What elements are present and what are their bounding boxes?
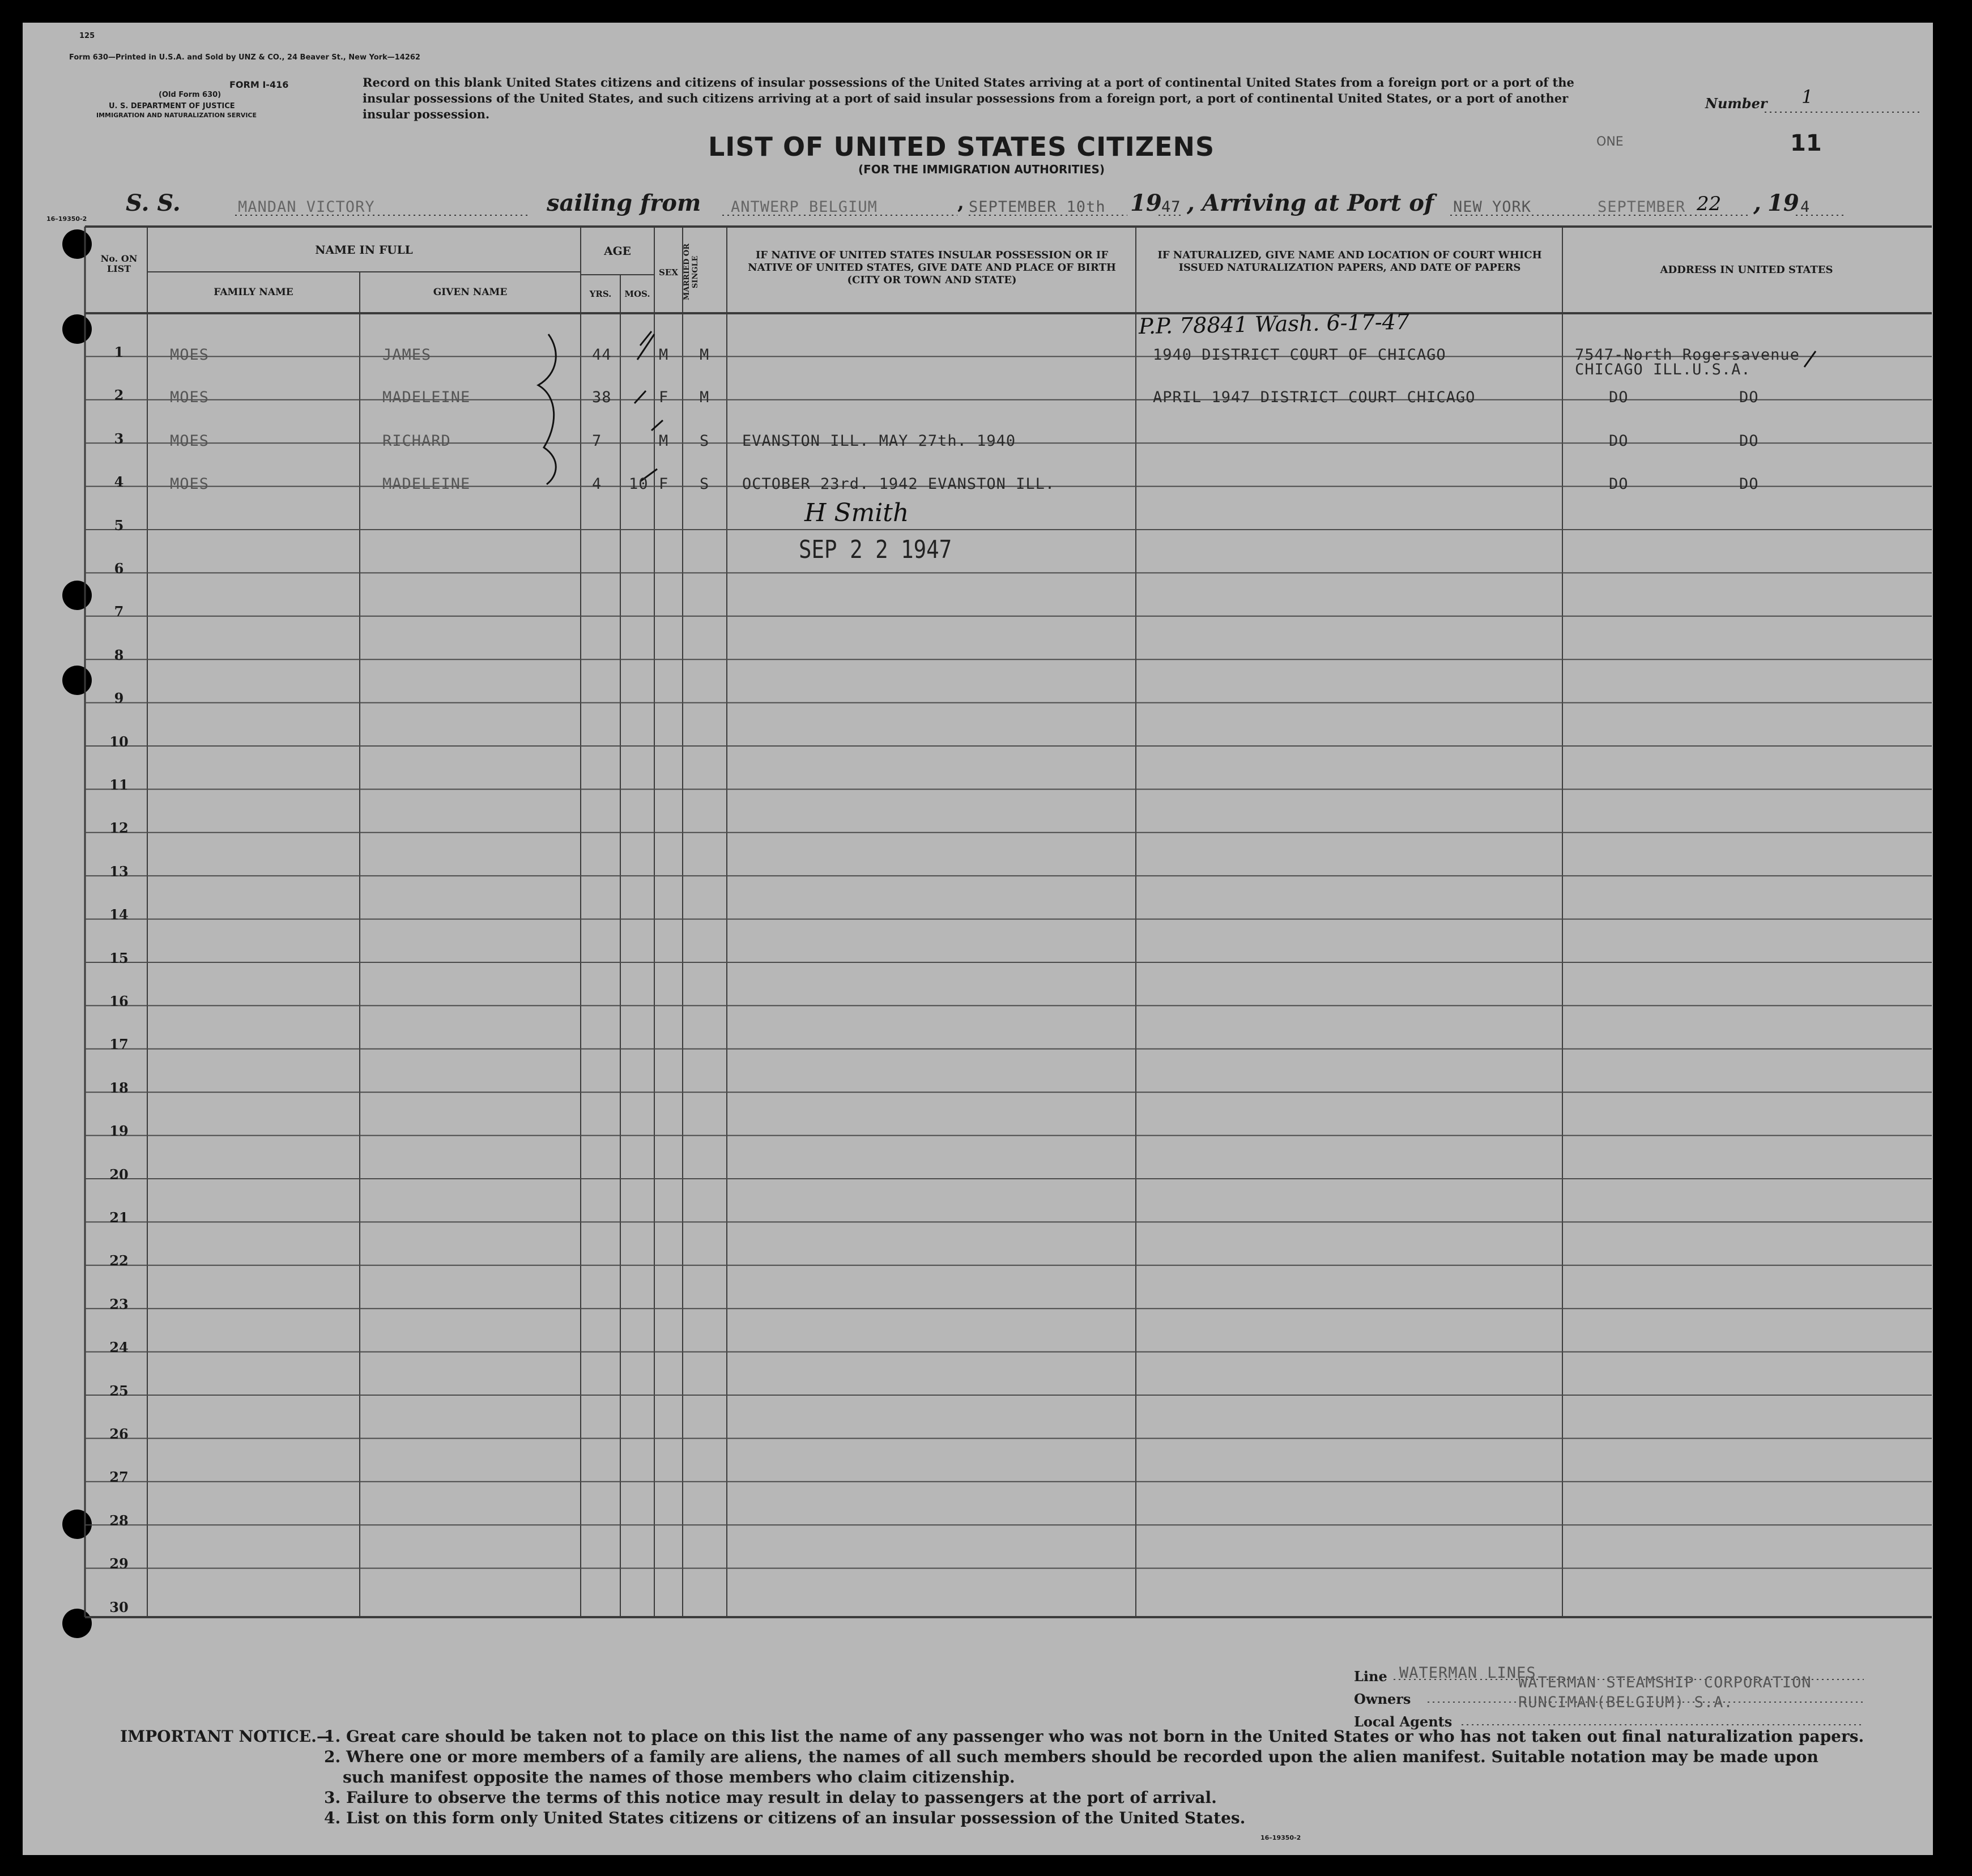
row-number: 15 xyxy=(109,949,129,966)
arrival-year: 4 xyxy=(1800,198,1811,216)
address-line-2: DO xyxy=(1739,432,1759,450)
header-married-single: MARRIED OR SINGLE xyxy=(683,244,700,301)
old-form: (Old Form 630) xyxy=(159,91,222,99)
department: U. S. DEPARTMENT OF JUSTICE xyxy=(109,102,235,110)
side-code: 16–19350-2 xyxy=(46,215,87,223)
service: IMMIGRATION AND NATURALIZATION SERVICE xyxy=(96,112,257,119)
family-name: MOES xyxy=(170,389,210,407)
row-number: 11 xyxy=(109,777,129,793)
page-subtitle: (FOR THE IMMIGRATION AUTHORITIES) xyxy=(858,163,1105,176)
age-years: 44 xyxy=(592,346,612,364)
marital-status: M xyxy=(700,389,710,407)
row-number: 20 xyxy=(109,1166,129,1183)
birth-info: EVANSTON ILL. MAY 27th. 1940 xyxy=(742,432,1016,450)
address-line-1: DO xyxy=(1609,475,1629,493)
row-number: 5 xyxy=(114,517,124,534)
printer-line: Form 630—Printed in U.S.A. and Sold by UNZ & CO., 24 Beaver St., New York—14262 xyxy=(69,53,420,62)
row-number: 4 xyxy=(114,474,124,491)
notice-item-3: 3. Failure to observe the terms of this notice may result in delay to passengers at the port of arrival. xyxy=(324,1788,1217,1807)
family-name: MOES xyxy=(170,475,210,493)
date-stamp: SEP 2 2 1947 xyxy=(799,535,952,564)
row-number: 12 xyxy=(109,820,129,837)
sex: M xyxy=(659,346,669,364)
age-years: 7 xyxy=(592,432,602,450)
marital-status: S xyxy=(700,475,710,493)
notice-item-1: 1. Great care should be taken not to place on this list the name of any passenger who was not born in the United States or who has not taken out final naturalization papers. xyxy=(324,1727,1864,1746)
naturalization-info: APRIL 1947 DISTRICT COURT CHICAGO xyxy=(1153,389,1476,407)
row-number: 24 xyxy=(109,1339,129,1356)
given-name: MADELEINE xyxy=(382,475,471,493)
row-number: 21 xyxy=(109,1209,129,1226)
line-value: WATERMAN LINES xyxy=(1399,1664,1536,1682)
notice-heading: IMPORTANT NOTICE.— xyxy=(120,1727,333,1746)
row-number: 17 xyxy=(109,1036,129,1053)
agents-label: Local Agents xyxy=(1354,1713,1453,1730)
form-id: FORM I-416 xyxy=(229,79,289,90)
signature: H Smith xyxy=(804,498,909,527)
address-line-1: DO xyxy=(1609,389,1629,407)
header-name-in-full: NAME IN FULL xyxy=(315,243,413,257)
agents-value: RUNCIMAN(BELGIUM) S.A. xyxy=(1518,1694,1734,1711)
sex: M xyxy=(659,432,669,450)
row-number: 19 xyxy=(109,1123,129,1140)
departure-date: SEPTEMBER 10th xyxy=(969,198,1106,216)
header-family-name: FAMILY NAME xyxy=(214,287,293,298)
number-value: 1 xyxy=(1801,86,1813,108)
instructions: Record on this blank United States citizens and citizens of insular possessions of the United States arriving at a port of continental United States from a foreign port or a port of the insular possessions of the United States, and such citizens arriving at a port of said insular possessions from a foreign port, a port of continental United States, or a port of another insular possession. xyxy=(363,75,1574,121)
header-sex: SEX xyxy=(659,267,678,278)
passport-note: P.P. 78841 Wash. 6-17-47 xyxy=(1138,309,1410,339)
row-number: 27 xyxy=(109,1469,129,1486)
row-number: 14 xyxy=(109,906,129,923)
birth-info: OCTOBER 23rd. 1942 EVANSTON ILL. xyxy=(742,475,1055,493)
marital-status: M xyxy=(700,346,710,364)
sailing-label: sailing from xyxy=(547,190,701,216)
address-line-1: 7547-North Rogersavenue xyxy=(1575,346,1800,364)
header-naturalized: IF NATURALIZED, GIVE NAME AND LOCATION OF COURT WHICH ISSUED NATURALIZATION PAPERS, AND DATE OF PAPERS xyxy=(1157,249,1542,274)
row-number: 18 xyxy=(109,1079,129,1096)
arrival-port: NEW YORK xyxy=(1453,198,1532,216)
number-label: Number xyxy=(1705,95,1767,112)
bottom-code: 16–19350-2 xyxy=(1260,1834,1301,1841)
address-line-1: DO xyxy=(1609,432,1629,450)
departure-year: 47 xyxy=(1161,198,1181,216)
row-number: 7 xyxy=(114,603,124,620)
arrival-year-prefix: 19 xyxy=(1767,190,1799,216)
given-name: JAMES xyxy=(382,346,432,364)
row-number: 30 xyxy=(109,1598,129,1615)
row-number: 25 xyxy=(109,1382,129,1399)
one-label: ONE xyxy=(1596,135,1624,149)
address-line-2: DO xyxy=(1739,389,1759,407)
ship-name: MANDAN VICTORY xyxy=(238,198,375,216)
marital-status: S xyxy=(700,432,710,450)
departure-port: ANTWERP BELGIUM xyxy=(731,198,878,216)
ss-label: S. S. xyxy=(126,190,181,216)
row-number: 1 xyxy=(114,344,124,360)
given-name: RICHARD xyxy=(382,432,451,450)
header-mos: MOS. xyxy=(624,289,650,299)
address-line-2: DO xyxy=(1739,475,1759,493)
arrival-day: 22 xyxy=(1697,193,1722,215)
address-line-2: CHICAGO ILL.U.S.A. xyxy=(1575,361,1751,378)
header-given-name: GIVEN NAME xyxy=(433,287,508,298)
header-age: AGE xyxy=(604,244,631,258)
year-prefix: 19 xyxy=(1130,190,1162,216)
row-number: 22 xyxy=(109,1252,129,1269)
list-number: 11 xyxy=(1790,130,1822,156)
row-number: 16 xyxy=(109,993,129,1009)
header-address: ADDRESS IN UNITED STATES xyxy=(1660,264,1833,276)
given-name: MADELEINE xyxy=(382,389,471,407)
row-number: 23 xyxy=(109,1295,129,1312)
row-number: 10 xyxy=(109,733,129,750)
row-number: 28 xyxy=(109,1512,129,1529)
header-no-on-list: No. ON LIST xyxy=(100,253,138,274)
page-title: LIST OF UNITED STATES CITIZENS xyxy=(708,131,1215,162)
owners-label: Owners xyxy=(1354,1691,1411,1707)
row-number: 6 xyxy=(114,560,124,577)
family-name: MOES xyxy=(170,432,210,450)
printer-code: 125 xyxy=(79,32,95,40)
age-months: 10 xyxy=(629,475,649,493)
notice-item-2-cont: such manifest opposite the names of those members who claim citizenship. xyxy=(343,1768,1015,1787)
row-number: 9 xyxy=(114,690,124,707)
naturalization-info: 1940 DISTRICT COURT OF CHICAGO xyxy=(1153,346,1446,364)
header-yrs: YRS. xyxy=(589,289,612,299)
family-name: MOES xyxy=(170,346,210,364)
header-birth: IF NATIVE OF UNITED STATES INSULAR POSSESSION OR IF NATIVE OF UNITED STATES, GIVE DATE AND PLACE OF BIRTH (CITY OR TOWN AND STATE) xyxy=(748,249,1116,286)
row-number: 2 xyxy=(114,387,124,404)
sex: F xyxy=(659,475,669,493)
line-label: Line xyxy=(1354,1668,1387,1685)
row-number: 8 xyxy=(114,646,124,663)
arrival-month: SEPTEMBER xyxy=(1598,198,1686,216)
row-number: 3 xyxy=(114,430,124,447)
age-years: 4 xyxy=(592,475,602,493)
age-years: 38 xyxy=(592,389,612,407)
notice-item-4: 4. List on this form only United States citizens or citizens of an insular possession of the United States. xyxy=(324,1809,1246,1827)
row-number: 13 xyxy=(109,863,129,880)
row-number: 29 xyxy=(109,1555,129,1572)
arriving-label: Arriving at Port of xyxy=(1202,190,1434,216)
row-number: 26 xyxy=(109,1426,129,1442)
owners-value: WATERMAN STEAMSHIP CORPORATION xyxy=(1518,1674,1812,1691)
sex: F xyxy=(659,389,669,407)
notice-item-2: 2. Where one or more members of a family are aliens, the names of all such members should be recorded upon the alien manifest. Suitable notation may be made upon xyxy=(324,1747,1818,1766)
